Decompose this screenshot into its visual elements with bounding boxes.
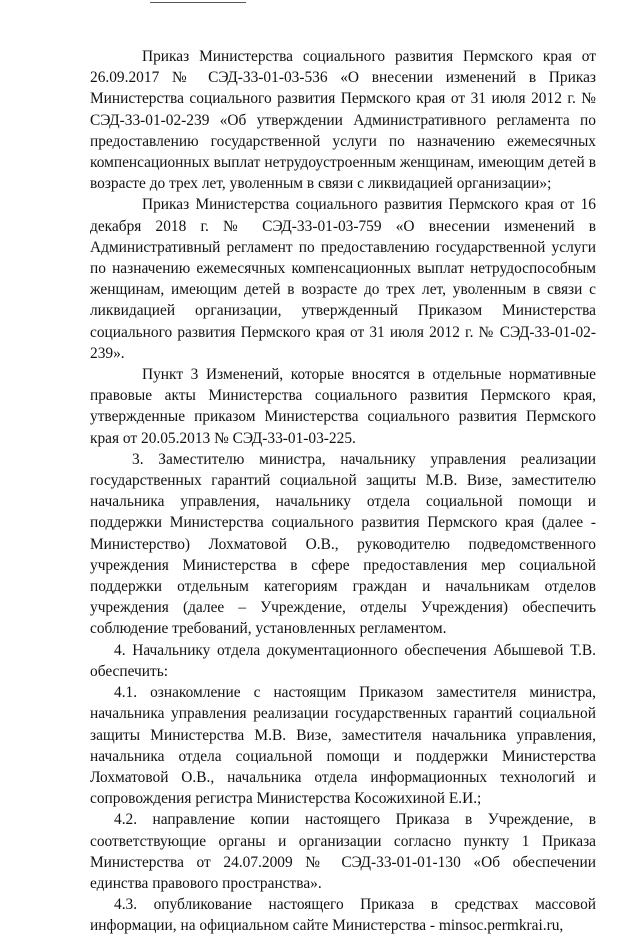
paragraph-item-4: 4. Начальнику отдела документационного обеспечения Абышевой Т.В. обеспечить: [90,641,596,680]
paragraph-order-2017: Приказ Министерства социального развития Пермского края от 26.09.2017 № СЭД-33-01-03-536 «О внесении изменений в Приказ Министерства социального развития Пермского края от 31 июля 2012 г. № СЭД-33-01-02-239 «Об утверждении Административного регламента по предоставлению государственной услуги по назначению ежемесячных компенсационных выплат нетрудоустроенным женщинам, имеющим детей в возрасте до трех лет, уволенным в связи с ликвидацией организации»; [90,48,596,193]
paragraph-item-4-3: 4.3. опубликование настоящего Приказа в средствах массовой информации, на официальном сайте Министерства - minsoc.permkrai.ru, [90,896,596,935]
paragraph-item-3: 3. Заместителю министра, начальнику управления реализации государственных гарантий социальной защиты М.В. Визе, заместителю начальника управления, начальнику отдела социальной помощи и поддержки Министерства социального развития Пермского края (далее - Министерство) Лохматовой О.В., руководителю подведомственного учреждения Министерства в сфере предоставления мер социальной поддержки отдельным категориям граждан и начальникам отделов учреждения (далее – Учреждение, отделы Учреждения) обеспечить соблюдение требований, установленных регламентом. [90,450,596,638]
document-page [90,46,596,937]
paragraph-item-4-2: 4.2. направление копии настоящего Приказа в Учреждение, в соответствующие органы и организации согласно пункту 1 Приказа Министерства от 24.07.2009 № СЭД-33-01-01-130 «Об обеспечении единства правового пространства». [90,811,596,892]
paragraph-order-2018: Приказ Министерства социального развития Пермского края от 16 декабря 2018 г. № СЭД-33-01-03-759 «О внесении изменений в Административный регламент по предоставлению государственной услуги по назначению ежемесячных компенсационных выплат нетрудоспособным женщинам, имеющим детей в возрасте до трех лет, уволенным в связи с ликвидацией организации, утвержденный Приказом Министерства социального развития Пермского края от 31 июля 2012 г. № СЭД-33-01-02-239». [90,196,596,362]
paragraph-item-4-1: 4.1. ознакомление с настоящим Приказом заместителя министра, начальника управления реализации государственных гарантий социальной защиты Министерства М.В. Визе, заместителя начальника управления, начальника отдела социальной помощи и поддержки Министерства Лохматовой О.В., начальника отдела информационных технологий и сопровождения регистра Министерства Косожихиной Е.И.; [90,684,596,808]
paragraph-point-3-changes: Пункт 3 Изменений, которые вносятся в отдельные нормативные правовые акты Министерства социального развития Пермского края, утвержденные приказом Министерства социального развития Пермского края от 20.05.2013 № СЭД-33-01-03-225. [90,366,596,447]
top-rule-divider [150,2,246,3]
